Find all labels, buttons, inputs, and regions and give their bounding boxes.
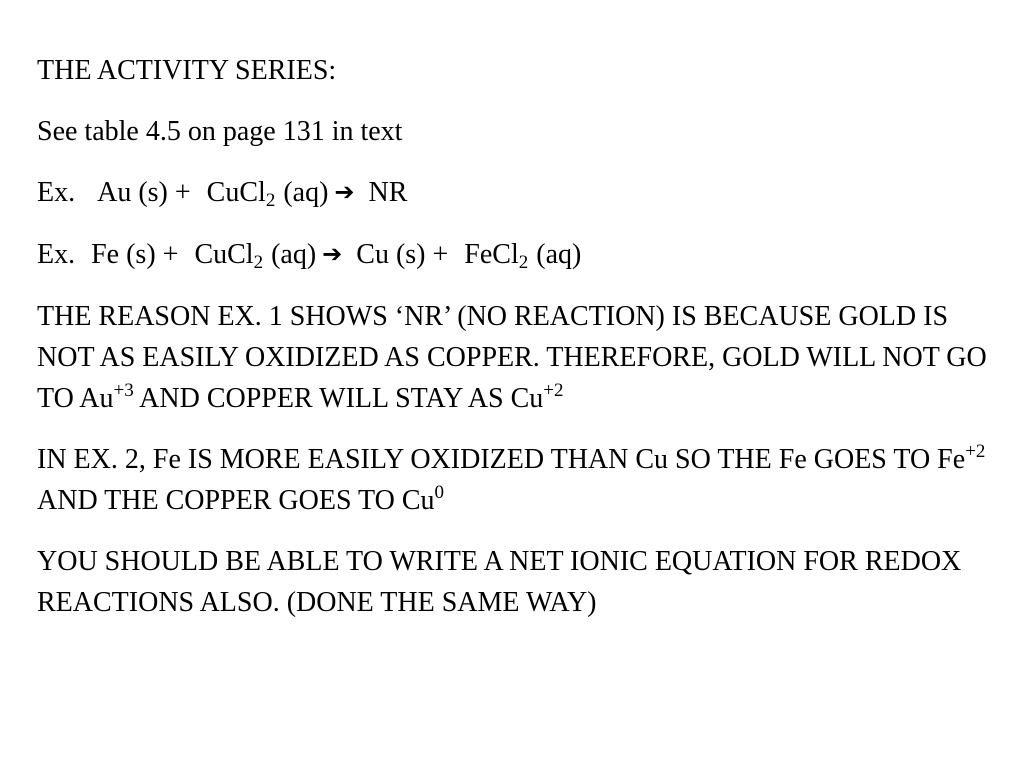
example-1-reactant-2-formula: CuCl bbox=[206, 177, 266, 208]
example-2-product-2-state: (aq) bbox=[536, 239, 582, 270]
reference-text: See table 4.5 on page 131 in text bbox=[37, 116, 403, 147]
explanation-superscript-a: +2 bbox=[965, 441, 986, 462]
example-2-product-1: Cu (s) + bbox=[356, 239, 449, 270]
example-2-product-2-formula: FeCl bbox=[464, 239, 519, 270]
reason-paragraph bbox=[37, 296, 997, 419]
slide-heading bbox=[37, 50, 997, 91]
example-1-product: NR bbox=[368, 177, 408, 208]
slide-content bbox=[37, 50, 997, 643]
example-2-reactant-1: Fe (s) + bbox=[91, 239, 179, 270]
example-2-reactant-2-formula: CuCl bbox=[194, 239, 254, 270]
example-1-prefix: Ex. bbox=[37, 177, 76, 208]
example-2-prefix: Ex. bbox=[37, 239, 76, 270]
example-2-explanation bbox=[37, 439, 997, 521]
example-2-equation bbox=[37, 234, 997, 276]
reason-superscript-b: +2 bbox=[543, 380, 564, 401]
reason-text-b: AND COPPER WILL STAY AS Cu bbox=[133, 383, 544, 414]
example-1-reactant-2-state: (aq) bbox=[283, 177, 329, 208]
reaction-arrow-icon: ➔ bbox=[334, 178, 355, 206]
example-2-reactant-2-state: (aq) bbox=[271, 239, 317, 270]
closing-paragraph bbox=[37, 541, 997, 623]
example-1-reactant-2-subscript: 2 bbox=[265, 190, 276, 211]
example-2-reactant-2-subscript: 2 bbox=[253, 252, 264, 273]
reason-superscript-a: +3 bbox=[113, 380, 134, 401]
reason-text-a: THE REASON EX. 1 SHOWS ‘NR’ (NO REACTION) IS BECAUSE GOLD IS NOT AS EASILY OXIDIZED AS COPPER. THEREFORE, GOLD WILL NOT GO TO Au bbox=[37, 301, 987, 414]
heading-text: THE ACTIVITY SERIES: bbox=[37, 55, 337, 86]
explanation-text-b: AND THE COPPER GOES TO Cu bbox=[37, 485, 435, 516]
example-2-product-2-subscript: 2 bbox=[518, 252, 529, 273]
explanation-superscript-b: 0 bbox=[434, 482, 445, 503]
explanation-text-a: IN EX. 2, Fe IS MORE EASILY OXIDIZED THAN Cu SO THE Fe GOES TO Fe bbox=[37, 444, 966, 475]
reference-line bbox=[37, 111, 997, 152]
example-1-reactant-1: Au (s) + bbox=[97, 177, 191, 208]
reaction-arrow-icon: ➔ bbox=[322, 240, 343, 268]
example-1-equation bbox=[37, 172, 997, 214]
closing-text: YOU SHOULD BE ABLE TO WRITE A NET IONIC EQUATION FOR REDOX REACTIONS ALSO. (DONE THE SAME WAY) bbox=[37, 546, 962, 618]
